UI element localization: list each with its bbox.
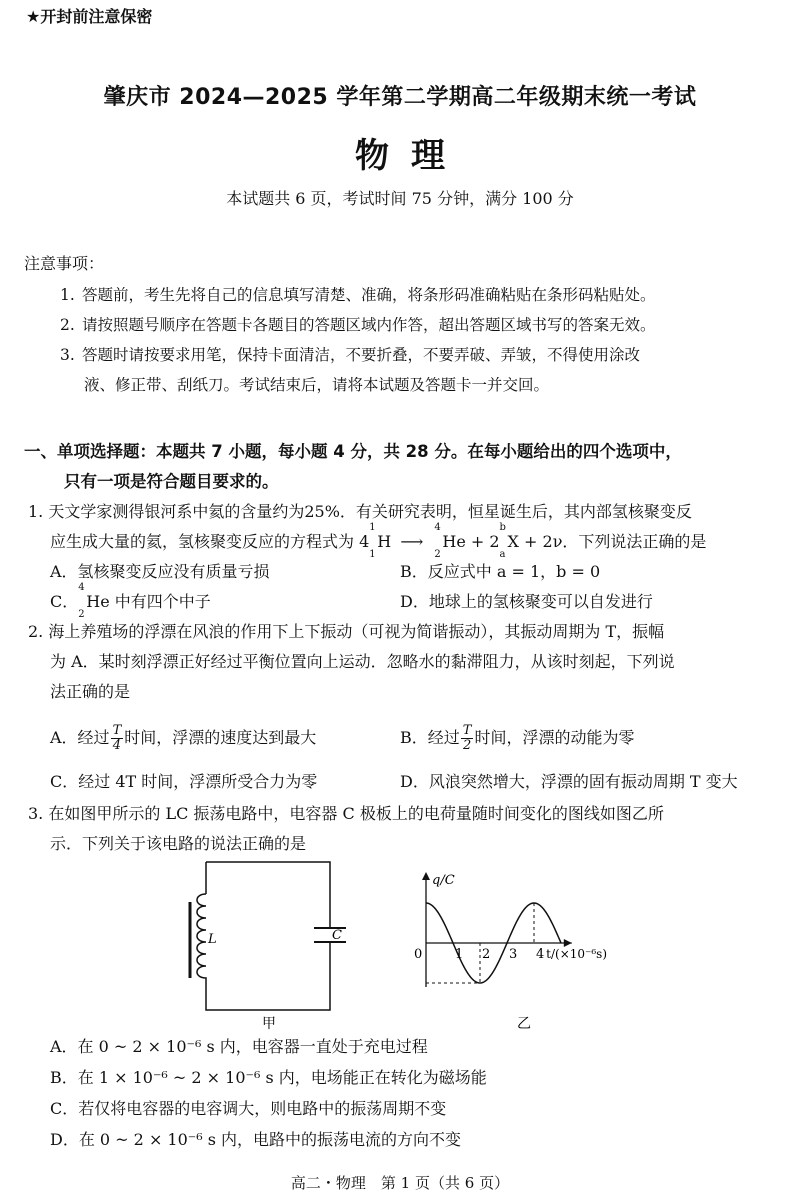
confidential-mark: ★开封前注意保密 (26, 7, 153, 26)
question-2-option-a (50, 723, 316, 753)
notice-item-1 (60, 280, 780, 310)
notice-item-text: 答题时请按要求用笔，保持卡面清洁，不要折叠，不要弄破、弄皱，不得使用涂改 (82, 346, 641, 364)
notice-item-number: 2. (60, 316, 75, 334)
notice-item-number: 1. (60, 286, 75, 304)
circuit-wire-bottom (206, 942, 330, 1010)
x-tick-label-3: 3 (509, 947, 518, 962)
y-axis-label: q/C (432, 873, 455, 888)
x-tick-label-1: 1 (455, 947, 464, 962)
fraction-t-over-4: $\frac{T}{4}$ (112, 723, 122, 753)
notice-item-3-continued: 液、修正带、刮纸刀。考试结束后，请将本试题及答题卡一并交回。 (84, 376, 550, 394)
page-footer: 高二・物理 第 1 页（共 6 页） (290, 1174, 510, 1192)
figure-a-label: 甲 (262, 1016, 276, 1032)
subject-title: 物理 (355, 136, 467, 176)
question-2-option-d: D．风浪突然增大，浮漂的固有振动周期 T 变大 (400, 772, 738, 791)
question-number: 3. (28, 804, 44, 823)
question-number: 2. (28, 622, 44, 641)
question-1-equation-intro: 应生成大量的氦，氢核聚变反应的方程式为 4 (50, 532, 370, 551)
figure-b-label: 乙 (517, 1016, 531, 1032)
question-3-option-c: C．若仅将电容器的电容调大，则电路中的振荡周期不变 (50, 1099, 447, 1118)
question-1-option-c (50, 582, 211, 620)
notice-item-text: 请按照题号顺序在答题卡各题目的答题区域内作答，超出答题区域书写的答案无效。 (82, 316, 656, 334)
notice-item-text: 答题前，考生先将自己的信息填写清楚、准确，将条形码准确粘贴在条形码粘贴处。 (82, 286, 656, 304)
option-text: 时间，浮漂的动能为零 (474, 728, 635, 747)
exam-title: 肇庆市 2024—2025 学年第二学期高二年级期末统一考试 (103, 85, 697, 110)
question-number: 1. (28, 502, 44, 521)
question-2-line-2: 为 A．某时刻浮漂正好经过平衡位置向上运动．忽略水的黏滞阻力，从该时刻起，下列说 (50, 652, 675, 671)
capacitor-label: C (332, 928, 342, 943)
inductor-label: L (208, 932, 217, 947)
question-3-option-d: D．在 0 ~ 2 × 10⁻⁶ s 内，电路中的振荡电流的方向不变 (50, 1130, 462, 1149)
reaction-arrow: ⟶ (400, 532, 424, 551)
helium-nuclide: 4 2 He (434, 522, 466, 560)
notice-heading: 注意事项： (24, 254, 105, 273)
notice-item-number: 3. (60, 346, 75, 364)
question-3 (28, 799, 788, 829)
notice-item-2 (60, 310, 780, 340)
helium-nuclide: 4 2 He (78, 582, 110, 620)
question-1-option-d: D．地球上的氢核聚变可以自发进行 (400, 592, 653, 611)
x-axis-label: t/(×10⁻⁶s) (546, 947, 608, 961)
hydrogen-nuclide: 1 1 H (369, 522, 392, 560)
notice-item-3 (60, 340, 780, 370)
x-tick-label-4: 4 (536, 947, 545, 962)
question-2-line-3: 法正确的是 (50, 682, 131, 701)
x-particle: b a X (499, 522, 519, 560)
option-label: C． (50, 592, 79, 611)
charge-time-graph (404, 864, 640, 1036)
graph-layer (422, 872, 572, 987)
question-1-option-b: B．反应式中 a = 1，b = 0 (400, 562, 601, 581)
exam-info: 本试题共 6 页，考试时间 75 分钟，满分 100 分 (226, 189, 574, 208)
section-heading (24, 437, 784, 497)
question-1-line-1: 天文学家测得银河系中氦的含量约为25%．有关研究表明，恒星诞生后，其内部氢核聚变反 (48, 502, 692, 521)
lc-circuit-diagram (180, 858, 360, 1038)
question-2-option-c: C．经过 4T 时间，浮漂所受合力为零 (50, 772, 318, 791)
circuit-wire-top (206, 862, 330, 928)
option-text: A．经过 (50, 728, 110, 747)
question-3-option-a: A．在 0 ~ 2 × 10⁻⁶ s 内，电容器一直处于充电过程 (50, 1037, 428, 1056)
x-tick-label-2: 2 (482, 947, 491, 962)
fraction-t-over-2: $\frac{T}{2}$ (462, 723, 472, 753)
option-text: 时间，浮漂的速度达到最大 (124, 728, 317, 747)
option-text: B．经过 (400, 728, 460, 747)
question-3-line-1: 在如图甲所示的 LC 振荡电路中，电容器 C 极板上的电荷量随时间变化的图线如图乙所 (48, 804, 664, 823)
x-axis-arrow (564, 939, 572, 947)
y-axis-arrow (422, 872, 430, 880)
origin-label: 0 (414, 947, 423, 962)
question-2-option-b (400, 723, 634, 753)
section-heading-line-2: 只有一项是符合题目要求的。 (64, 472, 279, 491)
equation-tail: + 2ν．下列说法正确的是 (524, 532, 707, 551)
question-3-line-2: 示．下列关于该电路的说法正确的是 (50, 834, 307, 853)
option-text: 中有四个中子 (109, 592, 211, 611)
inductor-coil (197, 894, 206, 986)
plus-two: + 2 (470, 532, 500, 551)
question-1 (28, 497, 788, 527)
question-1-line-2 (50, 522, 790, 560)
question-1-option-a: A．氢核聚变反应没有质量亏损 (50, 562, 270, 581)
section-heading-line-1: 一、单项选择题：本题共 7 小题，每小题 4 分，共 28 分。在每小题给出的四个选项中， (24, 442, 682, 461)
question-2 (28, 617, 788, 647)
question-3-option-b: B．在 1 × 10⁻⁶ ~ 2 × 10⁻⁶ s 内，电场能正在转化为磁场能 (50, 1068, 487, 1087)
question-2-line-1: 海上养殖场的浮漂在风浪的作用下上下振动（可视为简谐振动），其振动周期为 T，振幅 (48, 622, 665, 641)
